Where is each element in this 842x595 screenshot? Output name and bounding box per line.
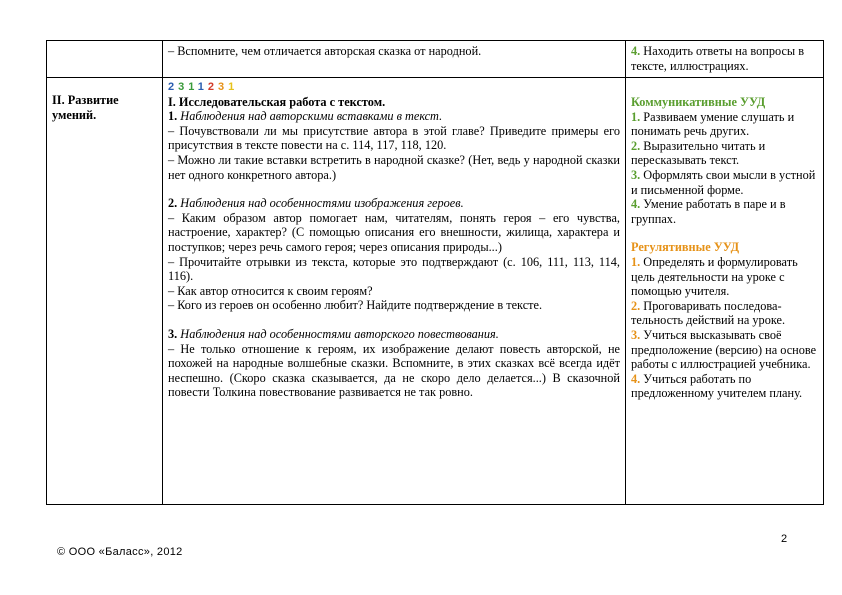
question-text: – Почувствовали ли мы присутствие автора в этой главе? Приведите примеры его присутствия в тексте повести на с. 114, 117, 118, 120. bbox=[168, 123, 620, 153]
colored-digit: 1 bbox=[188, 81, 198, 93]
stage-cell bbox=[47, 78, 163, 505]
colored-digit: 1 bbox=[197, 81, 208, 93]
communicative-uud-title: Коммуникативные УУД bbox=[631, 95, 766, 109]
list-item: 2. Проговаривать последова-тельность действий на уроке. bbox=[631, 298, 786, 328]
colored-digit: 1 bbox=[228, 81, 239, 93]
question-text: – Каким образом автор помогает нам, читателям, понять героя – его чувства, настроение, характер? (С помощью описания его внешности, жилища, характера и поступков; через речь самого героя; через описания природы...) bbox=[168, 210, 620, 254]
content-cell bbox=[163, 78, 626, 505]
copyright-notice: © ООО «Баласс», 2012 bbox=[57, 546, 183, 558]
question-text: – Можно ли такие вставки встретить в народной сказке? (Нет, ведь у народной сказки нет одного конкретного автора.) bbox=[168, 152, 620, 182]
subsection-1-title: 1. Наблюдения над авторскими вставками в текст. bbox=[168, 109, 443, 124]
content-cell bbox=[163, 41, 626, 78]
question-text: – Не только отношение к героям, их изображение делают повесть авторской, не похожей на народные волшебные сказки. Вспомните, в этих сказках всё всегда идёт неспешно. (Скоро сказка сказывается, да не скоро дело делается...) В сказочной повести Толкина повествование развивается не так ровно. bbox=[168, 341, 620, 400]
regulatory-uud-list bbox=[631, 255, 818, 401]
section-title: I. Исследовательская работа с текстом. bbox=[168, 94, 386, 109]
communicative-uud-list bbox=[631, 110, 818, 227]
list-item: 4. Учиться работать по предложенному учителем плану. bbox=[631, 371, 803, 401]
regulatory-uud-title: Регулятивные УУД bbox=[631, 240, 740, 255]
list-item: 1. Определять и формулировать цель деятельности на уроке с помощью учителя. bbox=[631, 254, 798, 299]
colored-digit: 3 bbox=[218, 81, 229, 93]
subsection-3-title: 3. Наблюдения над особенностями авторского повествования. bbox=[168, 326, 499, 341]
question-text: – Прочитайте отрывки из текста, которые это подтверждают (с. 106, 111, 113, 114, 116). bbox=[168, 254, 620, 284]
uud-number: 4. bbox=[631, 44, 641, 58]
question-text: – Кого из героев он особенно любит? Найдите подтверждение в тексте. bbox=[168, 298, 543, 313]
list-item: 2. Выразительно читать и пересказывать текст. bbox=[631, 138, 766, 168]
stage-label: II. Развитие умений. bbox=[52, 93, 119, 122]
list-item: 4. Умение работать в паре и в группах. bbox=[631, 197, 786, 226]
stage-cell bbox=[47, 41, 163, 78]
page-number: 2 bbox=[781, 533, 788, 545]
colored-digit: 3 bbox=[178, 81, 189, 93]
table-row bbox=[47, 41, 824, 78]
lesson-table bbox=[46, 40, 824, 505]
question-text: – Как автор относится к своим героям? bbox=[168, 283, 373, 298]
subsection-2-title: 2. Наблюдения над особенностями изображения героев. bbox=[168, 196, 464, 211]
table-row bbox=[47, 78, 824, 505]
uud-cell bbox=[626, 41, 824, 78]
list-item: 3. Учиться высказывать своё предположение (версию) на основе работы с иллюстрацией учебника. bbox=[631, 327, 817, 372]
uud-cell bbox=[626, 78, 824, 505]
colored-digit: 2 bbox=[168, 81, 179, 93]
list-item: 3. Оформлять свои мысли в устной и письменной форме. bbox=[631, 167, 816, 197]
colored-digit: 2 bbox=[207, 81, 219, 93]
uud-text: Находить ответы на вопросы в тексте, иллюстрациях. bbox=[631, 44, 805, 73]
question-text: – Вспомните, чем отличается авторская сказка от народной. bbox=[168, 44, 482, 58]
list-item: 1. Развиваем умение слушать и понимать речь других. bbox=[631, 109, 795, 139]
colored-digits bbox=[168, 80, 620, 95]
